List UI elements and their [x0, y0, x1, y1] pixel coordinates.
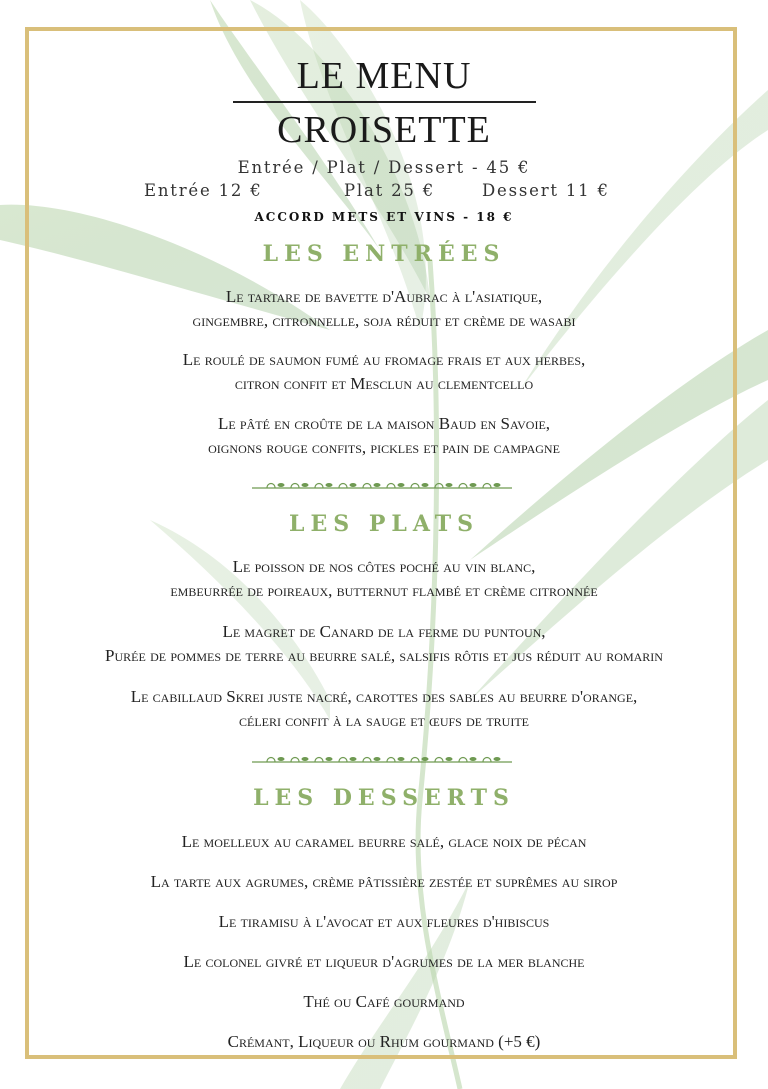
- dish-line: Le pâté en croûte de la maison Baud en Savoie,: [217, 414, 551, 433]
- dish-item: [0, 348, 768, 396]
- dish-item: [0, 620, 768, 668]
- dish-line: citron confit et Mesclun au clementcello: [234, 374, 534, 393]
- price-plat: Plat 25 €: [344, 181, 436, 200]
- vine-divider-icon: [247, 478, 517, 498]
- dish-item: [0, 685, 768, 733]
- dish-item: Le tiramisu à l'avocat et aux fleures d'hibiscus: [218, 912, 550, 931]
- price-entree: Entrée 12 €: [144, 181, 263, 200]
- dish-line: Le tartare de bavette d'Aubrac à l'asiatique,: [225, 287, 543, 306]
- menu-title: LE MENU: [296, 55, 472, 97]
- dish-item: [0, 285, 768, 333]
- dish-item: Le colonel givré et liqueur d'agrumes de la mer blanche: [183, 952, 585, 971]
- section-title-desserts: LES DESSERTS: [253, 785, 515, 811]
- dish-line: céleri confit à la sauge et œufs de truite: [239, 711, 529, 730]
- menu-subtitle: CROISETTE: [277, 109, 491, 151]
- dish-line: gingembre, citronnelle, soja réduit et crème de wasabi: [192, 311, 576, 330]
- price-dessert: Dessert 11 €: [482, 181, 610, 200]
- dish-line: Le cabillaud Skrei juste nacré, carottes des sables au beurre d'orange,: [130, 687, 638, 706]
- section-title-entrees: LES ENTRÉES: [262, 241, 506, 267]
- dish-item: Crémant, Liqueur ou Rhum gourmand (+5 €): [227, 1032, 541, 1051]
- dish-line: embeurrée de poireaux, butternut flambé et crème citronnée: [170, 581, 598, 600]
- formula-price: Entrée / Plat / Dessert - 45 €: [237, 158, 531, 177]
- section-title-plats: LES PLATS: [289, 511, 479, 537]
- dish-item: La tarte aux agrumes, crème pâtissière zestée et suprêmes au sirop: [150, 872, 618, 891]
- dish-line: oignons rouge confits, pickles et pain de campagne: [208, 438, 560, 457]
- dish-item: Le moelleux au caramel beurre salé, glace noix de pécan: [181, 832, 587, 851]
- vine-divider-icon: [247, 752, 517, 772]
- dish-item: [0, 555, 768, 603]
- dish-item: Thé ou Café gourmand: [303, 992, 465, 1011]
- wine-pairing-price: ACCORD METS ET VINS - 18 €: [254, 210, 514, 224]
- dish-line: Le roulé de saumon fumé au fromage frais et aux herbes,: [182, 350, 586, 369]
- dish-line: Le poisson de nos côtes poché au vin blanc,: [232, 557, 536, 576]
- dish-item: [0, 412, 768, 460]
- dish-line: Purée de pommes de terre au beurre salé, salsifis rôtis et jus réduit au romarin: [105, 646, 663, 665]
- dish-line: Le magret de Canard de la ferme du puntoun,: [222, 622, 546, 641]
- title-divider-line: [233, 101, 536, 103]
